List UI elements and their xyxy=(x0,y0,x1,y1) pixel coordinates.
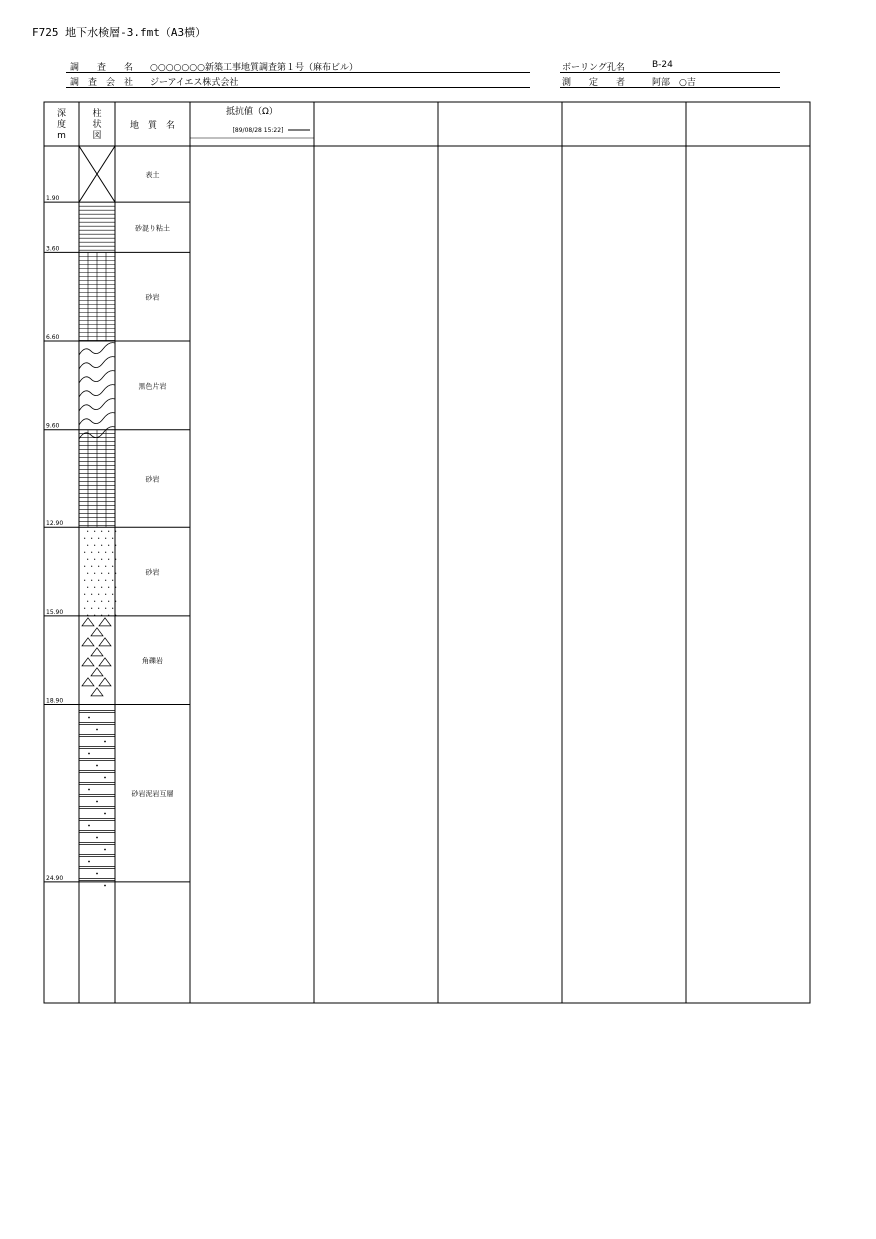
borehole-label: ボーリング孔名 xyxy=(562,63,625,73)
depth-label: 1.90 xyxy=(46,195,60,203)
pattern-triangle xyxy=(99,638,111,646)
pattern-dot xyxy=(88,825,90,827)
panel-title: 抵抗値（Ω） xyxy=(226,107,278,117)
pattern-dot xyxy=(115,545,116,546)
pattern-triangle xyxy=(91,668,103,676)
pattern-dot xyxy=(105,580,106,581)
pattern-triangle xyxy=(99,658,111,666)
pattern-dot xyxy=(96,873,98,875)
pattern-dot xyxy=(91,566,92,567)
stratum-name: 砂岩 xyxy=(145,293,160,302)
pattern-dot xyxy=(115,573,116,574)
pattern-dot xyxy=(96,765,98,767)
pattern-triangle xyxy=(91,628,103,636)
column-header-char: 状 xyxy=(92,120,102,130)
pattern-wave xyxy=(79,413,115,425)
depth-header-char: 度 xyxy=(56,120,67,130)
pattern-triangle xyxy=(91,688,103,696)
pattern-dot xyxy=(104,777,106,779)
pattern-dot xyxy=(87,587,88,588)
pattern-triangle xyxy=(82,618,94,626)
pattern-dot xyxy=(91,538,92,539)
depth-label: 9.60 xyxy=(46,422,60,430)
depth-label: 18.90 xyxy=(46,697,64,705)
pattern-dot xyxy=(84,538,85,539)
pattern-dot xyxy=(105,608,106,609)
pattern-dot xyxy=(88,861,90,863)
pattern-dot xyxy=(101,601,102,602)
pattern-dot xyxy=(96,837,98,839)
pattern-dot xyxy=(84,594,85,595)
pattern-triangle xyxy=(91,648,103,656)
pattern-dot xyxy=(108,573,109,574)
stratum-name: 表土 xyxy=(145,171,160,180)
pattern-dot xyxy=(84,608,85,609)
pattern-dot xyxy=(98,594,99,595)
pattern-dot xyxy=(94,601,95,602)
stratum-name: 砂岩 xyxy=(145,475,160,484)
pattern-dot xyxy=(87,601,88,602)
survey-name-value: ○○○○○○○新築工事地質調査第１号（麻布ビル） xyxy=(150,63,358,73)
column-header-char: 柱 xyxy=(92,109,102,119)
pattern-triangle xyxy=(82,658,94,666)
pattern-dot xyxy=(115,615,116,616)
depth-label: 6.60 xyxy=(46,334,60,342)
pattern-dot xyxy=(94,573,95,574)
pattern-dot xyxy=(98,580,99,581)
pattern-dot xyxy=(105,538,106,539)
pattern-dot xyxy=(112,538,113,539)
pattern-dot xyxy=(88,753,90,755)
pattern-dot xyxy=(115,559,116,560)
pattern-dot xyxy=(108,531,109,532)
survey-name-label: 調 査 名 xyxy=(70,63,134,73)
pattern-dot xyxy=(96,801,98,803)
pattern-dot xyxy=(104,849,106,851)
depth-header-char: m xyxy=(57,131,66,141)
pattern-dot xyxy=(98,538,99,539)
depth-header-char: 深 xyxy=(56,109,67,119)
pattern-dot xyxy=(112,594,113,595)
pattern-dot xyxy=(108,545,109,546)
pattern-dot xyxy=(98,552,99,553)
document-title: F725 地下水検層-3.fmt（A3横） xyxy=(32,26,207,39)
pattern-dot xyxy=(101,531,102,532)
pattern-dot xyxy=(115,587,116,588)
pattern-dot xyxy=(98,566,99,567)
pattern-triangle xyxy=(99,618,111,626)
pattern-dot xyxy=(108,559,109,560)
pattern-triangle xyxy=(99,678,111,686)
pattern-dot xyxy=(101,545,102,546)
pattern-dot xyxy=(112,566,113,567)
pattern-dot xyxy=(105,566,106,567)
pattern-dot xyxy=(84,552,85,553)
pattern-dot xyxy=(87,559,88,560)
measurer-value: 阿部 ○吉 xyxy=(652,78,696,88)
pattern-dot xyxy=(105,552,106,553)
pattern-wave xyxy=(79,399,115,411)
pattern-dot xyxy=(101,573,102,574)
pattern-dot xyxy=(96,729,98,731)
depth-label: 12.90 xyxy=(46,520,64,528)
pattern-dot xyxy=(112,552,113,553)
pattern-dot xyxy=(91,594,92,595)
pattern-dot xyxy=(112,608,113,609)
pattern-dot xyxy=(108,601,109,602)
panel-timestamp: [89/08/28 15:22] xyxy=(232,127,284,134)
pattern-dot xyxy=(115,601,116,602)
column-header-char: 図 xyxy=(92,131,102,141)
depth-label: 3.60 xyxy=(46,245,60,253)
pattern-wave xyxy=(79,385,115,397)
company-label: 調 査 会 社 xyxy=(70,78,134,88)
pattern-dot xyxy=(98,608,99,609)
stratum-name: 角礫岩 xyxy=(142,657,163,666)
pattern-dot xyxy=(105,594,106,595)
pattern-dot xyxy=(88,717,90,719)
pattern-dot xyxy=(115,531,116,532)
pattern-triangle xyxy=(82,638,94,646)
pattern-dot xyxy=(94,559,95,560)
stratum-name: 黒色片岩 xyxy=(138,382,167,391)
measurer-label: 測 定 者 xyxy=(562,78,626,88)
pattern-dot xyxy=(104,813,106,815)
pattern-dot xyxy=(104,741,106,743)
pattern-dot xyxy=(101,559,102,560)
pattern-dot xyxy=(87,531,88,532)
pattern-triangle xyxy=(82,678,94,686)
pattern-dot xyxy=(87,615,88,616)
pattern-dot xyxy=(94,545,95,546)
pattern-wave xyxy=(79,343,115,355)
pattern-dot xyxy=(84,580,85,581)
pattern-dot xyxy=(94,587,95,588)
depth-label: 15.90 xyxy=(46,608,64,616)
stratigraphic-column xyxy=(44,146,190,886)
pattern-dot xyxy=(112,580,113,581)
resistivity-panel xyxy=(190,105,314,138)
stratum-name: 砂混り粘土 xyxy=(135,224,170,233)
pattern-dot xyxy=(84,566,85,567)
borehole-value: B-24 xyxy=(652,60,673,70)
pattern-wave xyxy=(79,371,115,383)
table-frame xyxy=(44,102,810,1003)
pattern-dot xyxy=(101,615,102,616)
depth-label: 24.90 xyxy=(46,874,64,882)
stratum-name: 砂岩 xyxy=(145,568,160,577)
pattern-dot xyxy=(94,531,95,532)
pattern-dot xyxy=(108,615,109,616)
stratum-name: 砂岩泥岩互層 xyxy=(131,790,174,799)
pattern-wave xyxy=(79,357,115,369)
pattern-dot xyxy=(91,580,92,581)
company-value: ジーアイエス株式会社 xyxy=(150,78,239,88)
pattern-dot xyxy=(91,552,92,553)
pattern-dot xyxy=(87,545,88,546)
pattern-dot xyxy=(104,885,106,887)
pattern-dot xyxy=(94,615,95,616)
pattern-dot xyxy=(108,587,109,588)
pattern-dot xyxy=(101,587,102,588)
pattern-dot xyxy=(87,573,88,574)
pattern-dot xyxy=(88,789,90,791)
geology-header: 地 質 名 xyxy=(129,121,176,131)
pattern-dot xyxy=(91,608,92,609)
